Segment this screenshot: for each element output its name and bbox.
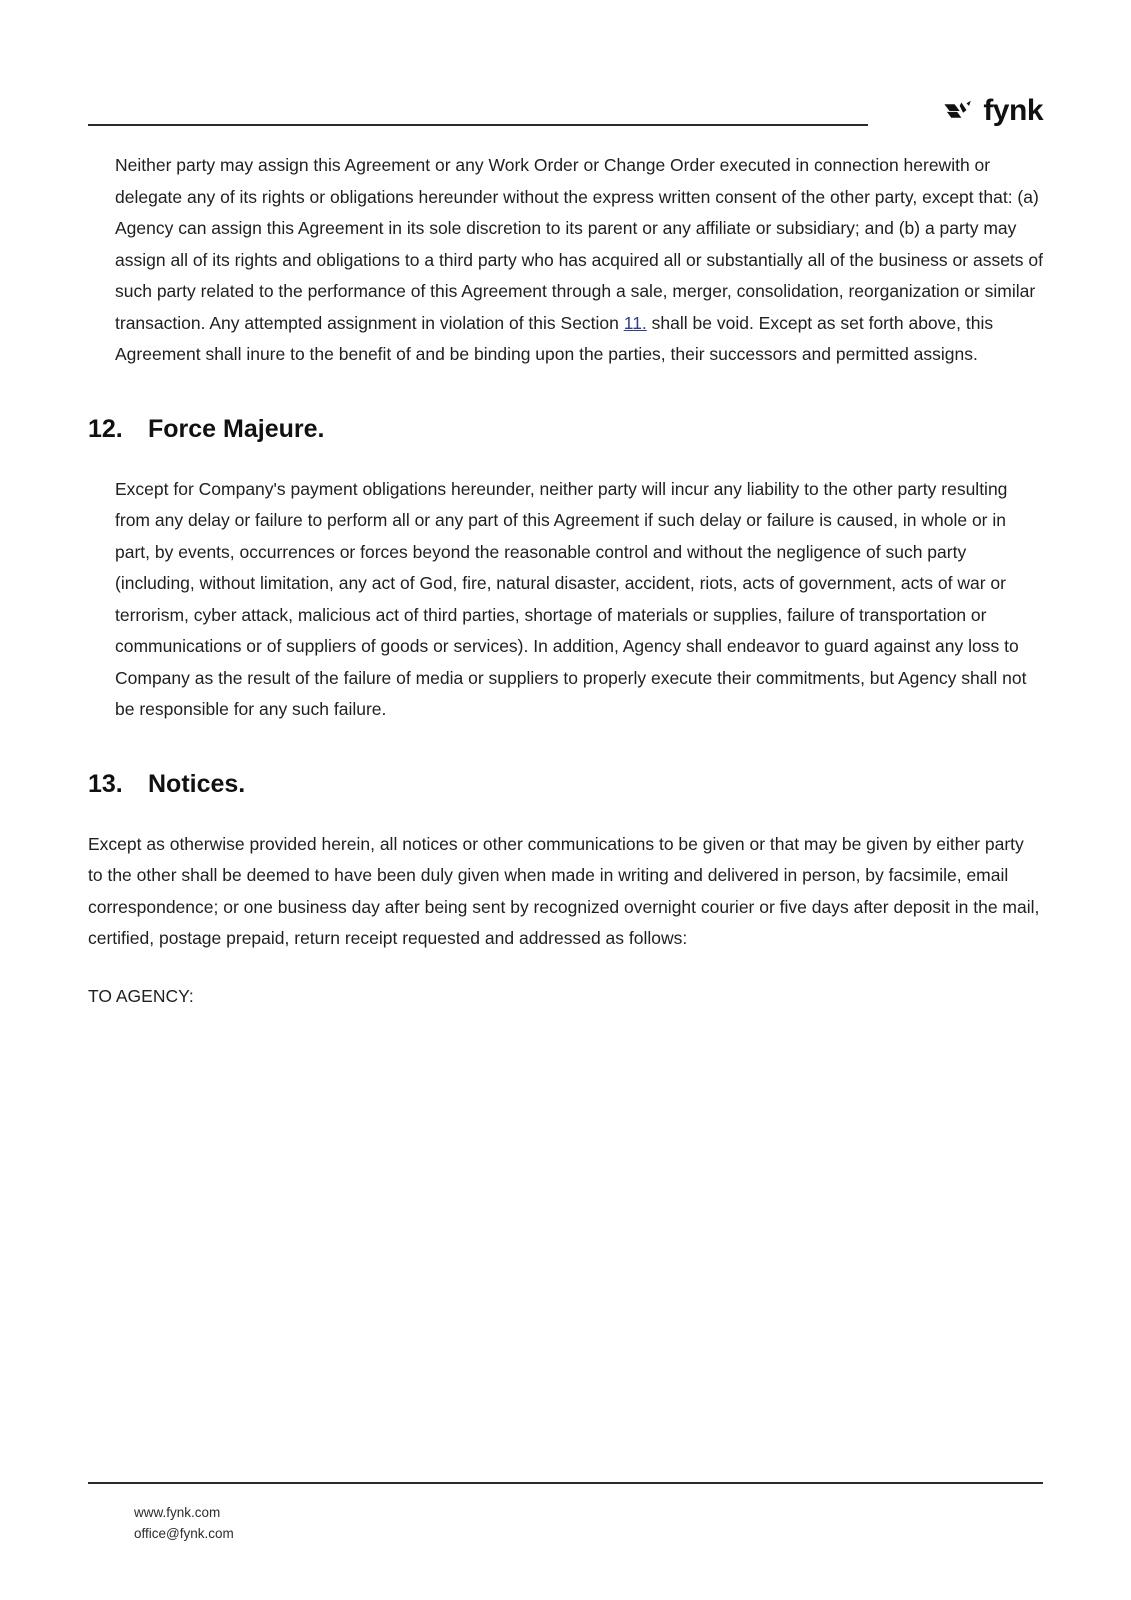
section-13-title: Notices.: [148, 769, 246, 798]
page-footer: [88, 1482, 1043, 1544]
section-12-heading: [88, 415, 1043, 444]
notices-to-agency-label: TO AGENCY:: [88, 985, 194, 1006]
section-13-body: Except as otherwise provided herein, all notices or other communications to be given or that may be given by either party to the other shall be deemed to have been duly given when made in writing and delivered in person, by facsimile, email correspondence; or one business day after being sent by recognized overnight courier or five days after deposit in the mail, certified, postage prepaid, return receipt requested and addressed as follows:: [88, 833, 1040, 948]
section-11-cross-reference-link[interactable]: 11.: [623, 312, 647, 333]
section-12-number: 12.: [88, 414, 123, 443]
section-12-title: Force Majeure.: [148, 414, 325, 443]
section-13-number: 13.: [88, 769, 123, 798]
assignment-paragraph-text: Neither party may assign this Agreement or any Work Order or Change Order executed in connection herewith or delegate any of its rights or obligations hereunder without the express written consent of the other party, except that: (a) Agency can assign this Agreement in its sole discretion to its parent or any affiliate or subsidiary; and (b) a party may assign all of its rights and obligations to a third party who has acquired all or substantially all of the business or assets of such party related to the performance of this Agreement through a sale, merger, consolidation, reorganization or similar transaction. Any attempted assignment in violation of this Section: [115, 155, 1044, 333]
section-12-body: Except for Company's payment obligations hereunder, neither party will incur any liability to the other party resulting from any delay or failure to perform all or any part of this Agreement if such delay or failure is caused, in whole or in part, by events, occurrences or forces beyond the reasonable control and without the negligence of such party (including, without limitation, any act of God, fire, natural disaster, accident, riots, acts of government, acts of war or terrorism, cyber attack, malicious act of third parties, shortage of materials or supplies, failure of transportation or communications or of suppliers of goods or services). In addition, Agency shall endeavor to guard against any loss to Company as the result of the failure of media or suppliers to properly execute their commitments, but Agency shall not be responsible for any such failure.: [115, 478, 1027, 719]
brand-logo: [941, 94, 1043, 128]
footer-website[interactable]: www.fynk.com: [134, 1505, 221, 1520]
document-content: [88, 150, 1043, 1012]
assignment-paragraph-tail: shall be void. Except as set forth above, this Agreement shall inure to the benefit of and be binding upon the parties, their successors and permitted assigns.: [115, 312, 994, 364]
header-divider: [88, 124, 868, 126]
fynk-bird-logo-icon: [941, 94, 975, 128]
footer-email[interactable]: office@fynk.com: [134, 1526, 234, 1541]
assignment-paragraph: [88, 150, 1043, 371]
footer-divider: [88, 1482, 1043, 1484]
footer-contact: [88, 1502, 1043, 1544]
brand-name: fynk: [983, 94, 1043, 127]
section-13-heading: [88, 770, 1043, 799]
